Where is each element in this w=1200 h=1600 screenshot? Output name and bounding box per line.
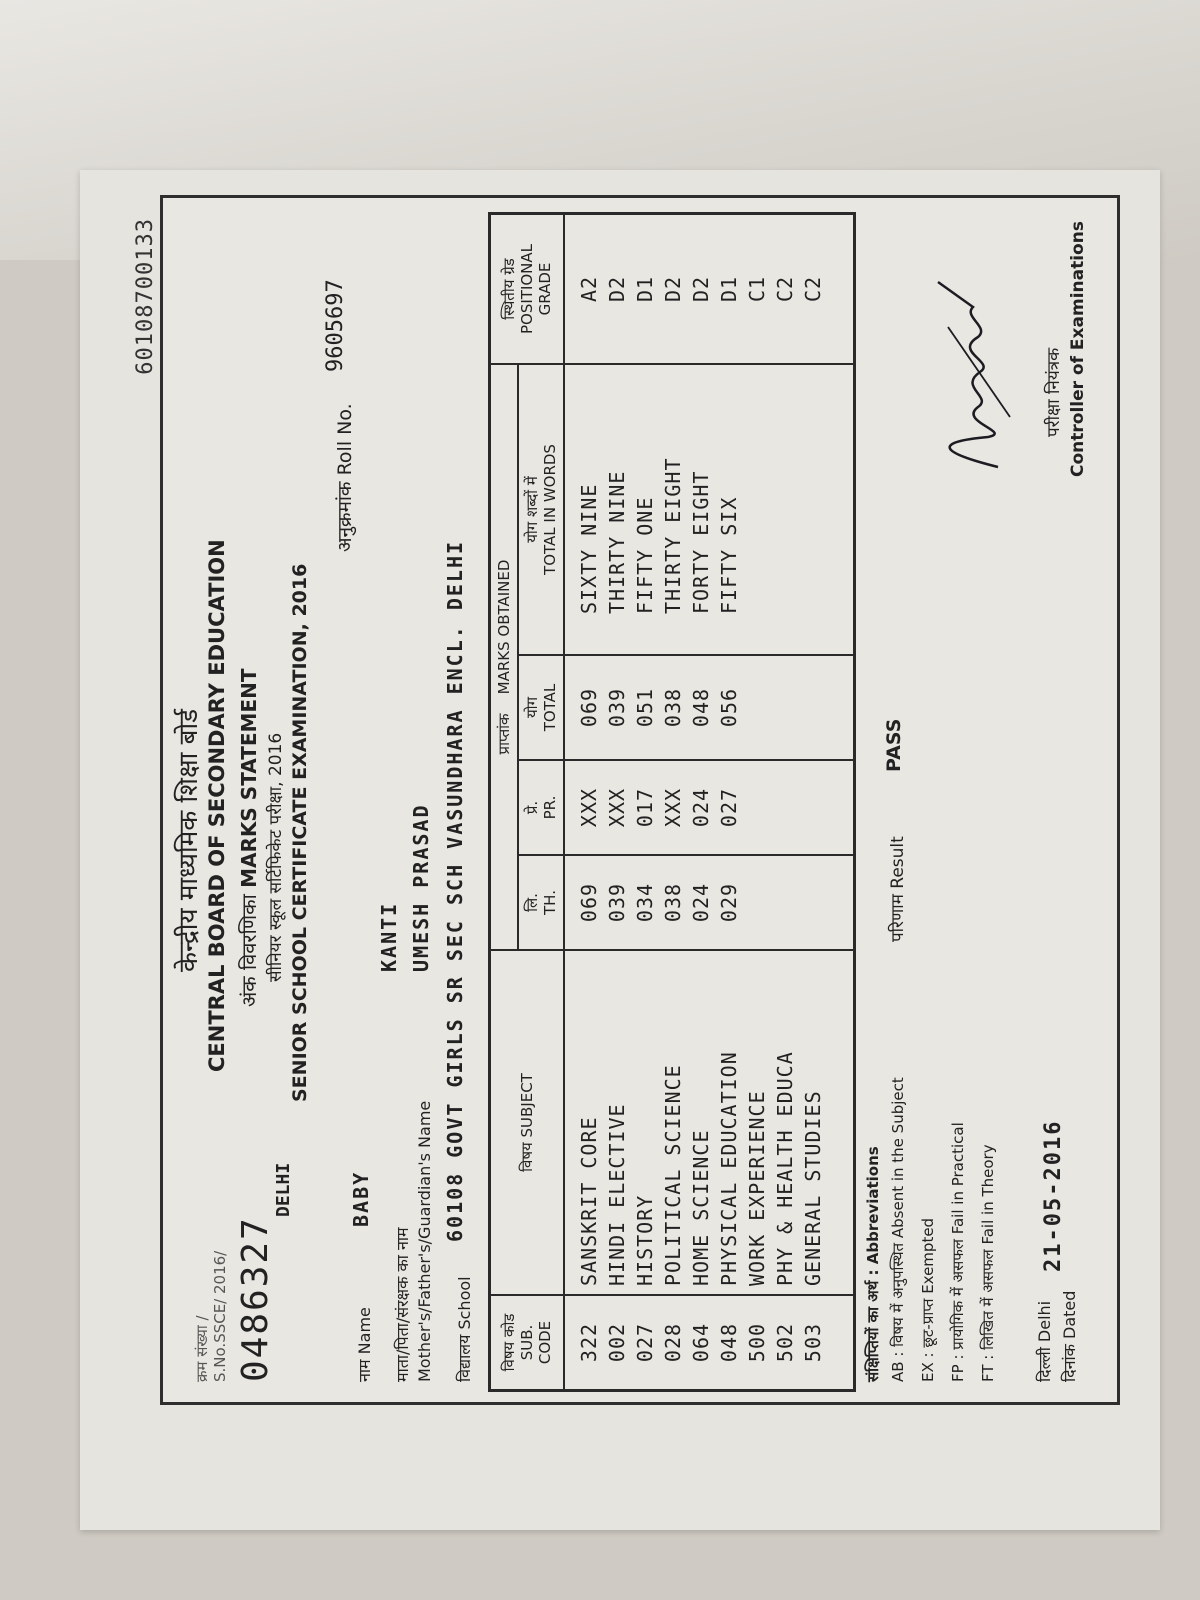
header-text: SUB. [518, 1324, 536, 1361]
header-text: CODE [536, 1320, 554, 1365]
practical-column: XXX XXX 017 XXX 024 027 [564, 760, 854, 855]
name-label: नाम Name [355, 1307, 374, 1382]
top-serial-number: 60108700133 [133, 218, 158, 375]
statement-title [235, 669, 262, 1007]
header-text: लि. [523, 893, 541, 912]
statement-title-hindi: अंक विवरणिका [237, 894, 261, 1007]
header-text: प्राप्तांक [495, 713, 513, 755]
issue-date: 21-05-2016 [1041, 1119, 1066, 1272]
guardian-label-hindi: माता/पिता/संरक्षक का नाम [393, 1227, 412, 1382]
marks-table [488, 212, 856, 1392]
board-name-english: CENTRAL BOARD OF SECONDARY EDUCATION [205, 539, 229, 1072]
roll-number: 9605697 [323, 279, 348, 372]
region: DELHI [273, 1162, 294, 1217]
abbr-ft: FT : लिखित में असफल Fail in Theory [979, 1144, 997, 1382]
header-total [518, 655, 564, 760]
subjects-column: SANSKRIT CORE HINDI ELECTIVE HISTORY POLITICAL SCIENCE HOME SCIENCE PHYSICAL EDUCATION WORK EXPERIENCE PHY & HEALTH EDUCA GENERAL STUDIES [564, 950, 854, 1295]
header-text: प्रे. [523, 800, 541, 815]
exam-name-hindi: सीनियर स्कूल सर्टिफिकेट परीक्षा, 2016 [266, 732, 286, 982]
result-value: PASS [883, 718, 905, 772]
guardian-label-english: Mother's/Father's/Guardian's Name [415, 1100, 434, 1382]
header-text: TOTAL [541, 683, 559, 732]
header-theory [518, 855, 564, 950]
header-sub-code [490, 1295, 565, 1391]
header-text: GRADE [536, 262, 554, 316]
dated-label: दिनांक Dated [1060, 1290, 1079, 1382]
place: दिल्ली Delhi [1035, 1300, 1054, 1382]
father-name: UMESH PRASAD [409, 803, 433, 972]
controller-label-hindi: परीक्षा नियंत्रक [1044, 347, 1064, 437]
header-text: योग [523, 696, 541, 719]
abbreviations-title-text: संक्षिप्तियों का अर्थ : Abbreviations [864, 1146, 882, 1382]
header-subject: विषय SUBJECT [490, 950, 565, 1295]
controller-label-english: Controller of Examinations [1068, 221, 1088, 477]
codes-column: 322 002 027 028 064 048 500 502 503 [564, 1295, 854, 1391]
serial-label [193, 1251, 229, 1382]
serial-label-english: S.No.SSCE/ 2016/ [211, 1250, 229, 1382]
header-text: MARKS OBTAINED [495, 559, 513, 695]
candidate-name: BABY [349, 1170, 373, 1227]
header-text: योग शब्दों में [523, 476, 541, 543]
grades-column: A2 D2 D1 D2 D2 D1 C1 C2 C2 [564, 214, 854, 365]
theory-column: 069 039 034 038 024 029 [564, 855, 854, 950]
header-text: स्थितीय ग्रेड [500, 258, 518, 320]
certificate-area [133, 195, 1120, 1405]
school-name: 60108 GOVT GIRLS SR SEC SCH VASUNDHARA ENCL. DELHI [443, 539, 467, 1242]
result-label: परिणाम Result [888, 836, 908, 942]
header-text: PR. [541, 795, 559, 820]
abbreviations-title [863, 1146, 883, 1382]
header-practical [518, 760, 564, 855]
board-name-hindi: केन्द्रीय माध्यमिक शिक्षा बोर्ड [174, 708, 204, 972]
marks-statement [133, 195, 1120, 1405]
controller-signature [918, 277, 1028, 477]
school-label: विद्यालय School [455, 1276, 474, 1382]
total-column: 069 039 051 038 048 056 [564, 655, 854, 760]
exam-name-english: SENIOR SCHOOL CERTIFICATE EXAMINATION, 2016 [289, 563, 311, 1102]
header-total-in-words [518, 364, 564, 655]
header-text: विषय कोड [500, 1313, 518, 1372]
words-column: SIXTY NINE THIRTY NINE FIFTY ONE THIRTY EIGHT FORTY EIGHT FIFTY SIX [564, 364, 854, 655]
header-text: TH. [541, 890, 559, 915]
abbr-ex: EX : छूट-प्राप्त Exempted [919, 1217, 937, 1382]
roll-label: अनुक्रमांक Roll No. [334, 403, 356, 552]
header-grade [490, 214, 565, 365]
serial-number: 0486327 [235, 1216, 276, 1382]
header-text: POSITIONAL [518, 243, 536, 335]
header-marks-obtained [490, 364, 519, 950]
serial-label-hindi: क्रम संख्या / [193, 1315, 211, 1382]
mother-name: KANTI [377, 901, 401, 972]
abbr-fp: FP : प्रायोगिक में असफल Fail in Practical [949, 1122, 967, 1382]
abbr-ab: AB : विषय में अनुपस्थित Absent in the Subject [889, 1077, 907, 1382]
statement-title-english: MARKS STATEMENT [237, 668, 261, 888]
header-text: TOTAL IN WORDS [541, 444, 559, 575]
